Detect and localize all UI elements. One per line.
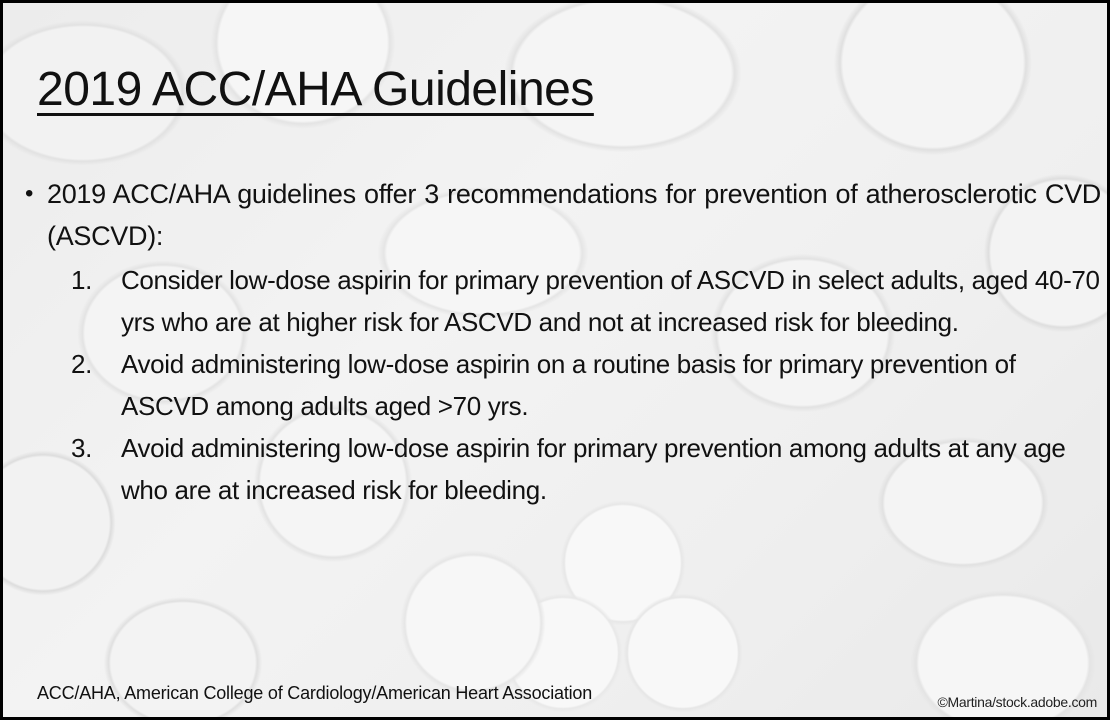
recommendation-list (71, 259, 1101, 511)
recommendation-number: 2. (71, 349, 92, 379)
recommendation-number: 1. (71, 265, 92, 295)
slide-title: 2019 ACC/AHA Guidelines (37, 63, 594, 116)
recommendation-item-2 (71, 343, 1101, 427)
slide-body (25, 173, 1101, 511)
recommendation-text: Avoid administering low-dose aspirin on a routine basis for primary prevention of ASCVD among adults aged >70 yrs. (121, 349, 1016, 421)
recommendation-text: Consider low-dose aspirin for primary prevention of ASCVD in select adults, aged 40-70 yrs who are at higher risk for ASCVD and not at increased risk for bleeding. (121, 265, 1100, 337)
image-credit: ©Martina/stock.adobe.com (937, 694, 1097, 710)
bullet-dot-icon: • (25, 180, 34, 207)
recommendation-item-1 (71, 259, 1101, 343)
intro-bullet-text: 2019 ACC/AHA guidelines offer 3 recommendations for prevention of atherosclerotic CVD (ASCVD): (47, 179, 1101, 251)
recommendation-number: 3. (71, 433, 92, 463)
intro-bullet (25, 173, 1101, 257)
recommendation-text: Avoid administering low-dose aspirin for primary prevention among adults at any age who are at increased risk for bleeding. (121, 433, 1066, 505)
footer-source-note: ACC/AHA, American College of Cardiology/American Heart Association (37, 683, 593, 703)
recommendation-item-3 (71, 427, 1101, 511)
